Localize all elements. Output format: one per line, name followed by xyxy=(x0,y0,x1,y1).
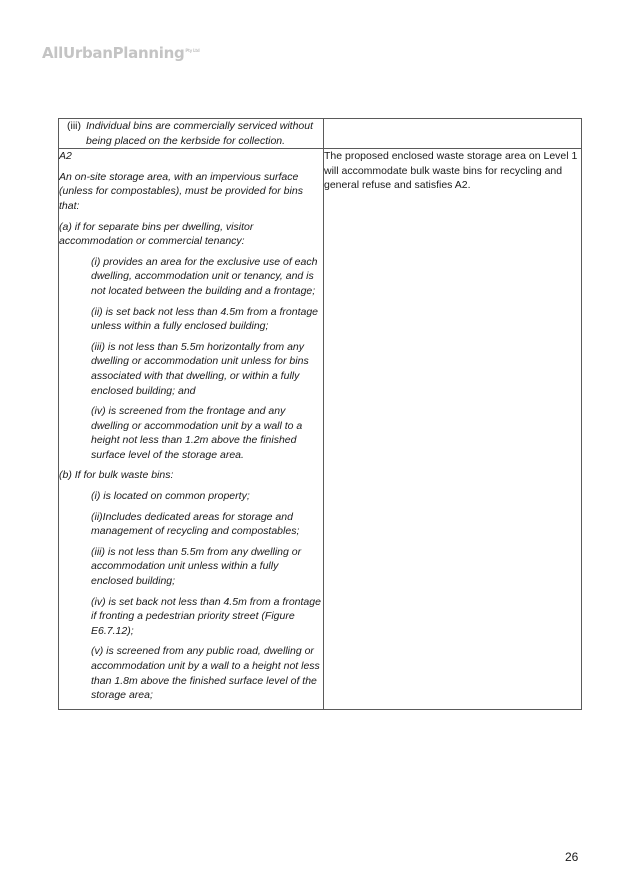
logo-mark: Pty Ltd xyxy=(185,48,200,53)
clause-item: (i) is located on common property; xyxy=(91,490,250,503)
company-logo xyxy=(42,44,199,62)
clause-part-b: (b) If for bulk waste bins: xyxy=(59,469,174,482)
clause-item: (iv) is screened from the frontage and any dwelling or accommodation unit by a wall to a height not less than 1.2m above the finished surface level of the storage area. xyxy=(91,405,303,461)
table-row xyxy=(59,119,582,149)
clause-item: (iii) is not less than 5.5m from any dwelling or accommodation unit unless within a fully enclosed building; xyxy=(91,545,302,588)
response-cell xyxy=(324,119,582,149)
clause-item: (iii) is not less than 5.5m horizontally from any dwelling or accommodation unit unless for bins associated with that dwelling, or within a fully enclosed building; and xyxy=(91,340,309,397)
clause-item: (ii) is set back not less than 4.5m from a frontage unless within a fully enclosed building; xyxy=(91,305,319,333)
clause-heading: A2 xyxy=(59,150,72,163)
clause-part-a: (a) if for separate bins per dwelling, visitor accommodation or commercial tenancy: xyxy=(59,220,254,248)
logo-text: AllUrbanPlanning xyxy=(42,44,185,62)
response-cell xyxy=(324,149,582,710)
clause-item: (i) provides an area for the exclusive use of each dwelling, accommodation unit or tenancy, and is not located between the building and a frontage; xyxy=(91,255,318,297)
standard-cell xyxy=(59,149,324,710)
table-row xyxy=(59,149,582,710)
clause-number: (iii) xyxy=(67,120,81,132)
clause-text: Individual bins are commercially serviced without being placed on the kerbside for collection. xyxy=(86,120,314,147)
clause-item: (v) is screened from any public road, dwelling or accommodation unit by a wall to a height not less than 1.8m above the finished surface level of the storage area; xyxy=(91,645,320,702)
standard-cell xyxy=(59,119,324,149)
page-number: 26 xyxy=(565,850,579,864)
clause-intro: An on-site storage area, with an impervious surface (unless for compostables), must be provided for bins that: xyxy=(59,170,303,212)
response-text: The proposed enclosed waste storage area on Level 1 will accommodate bulk waste bins for recycling and general refuse and satisfies A2. xyxy=(324,150,578,192)
assessment-table xyxy=(58,118,582,710)
clause-item: (ii)Includes dedicated areas for storage and management of recycling and compostables; xyxy=(91,510,300,538)
clause-item: (iv) is set back not less than 4.5m from a frontage if fronting a pedestrian priority street (Figure E6.7.12); xyxy=(91,595,321,637)
